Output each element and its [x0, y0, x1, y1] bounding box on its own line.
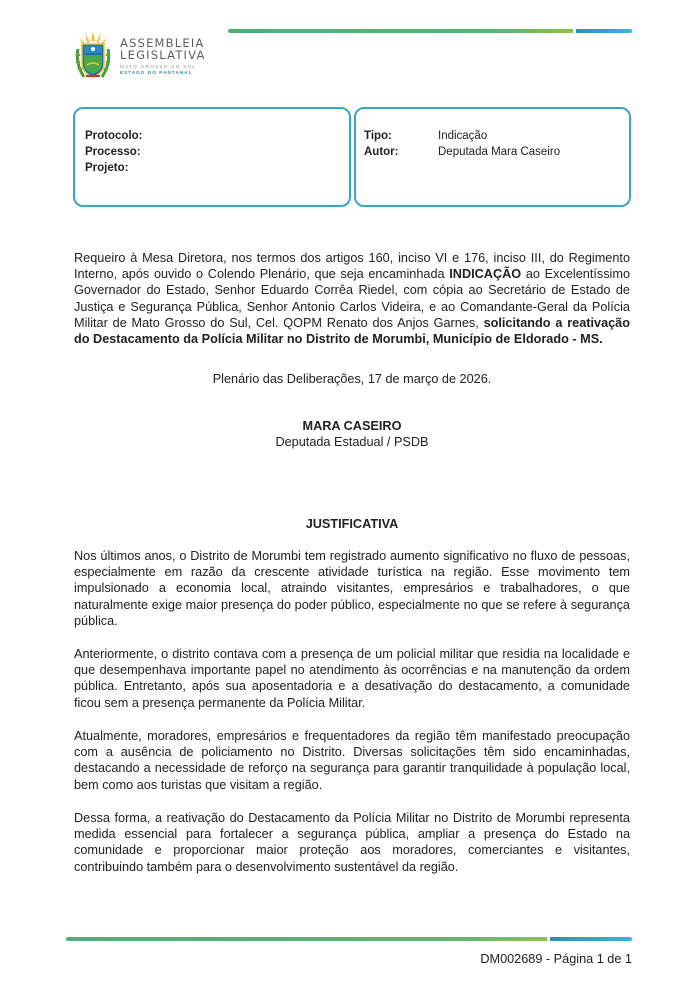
justification-paragraph: Dessa forma, a reativação do Destacamento da Polícia Militar no Distrito de Morumbi representa medida essencial para fortalecer a segurança pública, ampliar a presença do Estado na comunidade e proporcionar maior proteção aos moradores, comerciantes e visitantes, contribuindo também para o desenvolvimento sustentável da região. — [74, 811, 630, 874]
tipo-row — [364, 128, 560, 144]
signatory-name: MARA CASEIRO — [302, 419, 402, 433]
request-text-1: Requeiro à Mesa Diretora, nos termos dos artigos 160, inciso VI e 176, inciso III, do Regimento Interno, após ouvido o Colendo Plenário, que seja encaminhada — [74, 251, 630, 282]
state-crest-icon — [74, 31, 112, 81]
justification-paragraph: Anteriormente, o distrito contava com a presença de um policial militar que residia na localidade e que desempenhava importante papel no atendimento às ocorrências e na manutenção da ordem pública. Entretanto, após sua aposentadoria e a desativação do destacamento, a comunidade ficou sem a presença permanente da Polícia Militar. — [74, 647, 630, 710]
protocolo-label: Protocolo: — [85, 130, 143, 142]
justification-paragraph: Nos últimos anos, o Distrito de Morumbi tem registrado aumento significativo no fluxo de pessoas, especialmente em razão da crescente atividade turística na região. Esse movimento tem impulsionado a economia local, atraindo visitantes, empresários e trabalhadores, o que naturalmente exige maior presença do poder público, especialmente no que se refere à segurança pública. — [74, 549, 630, 628]
signatory-role: Deputada Estadual / PSDB — [275, 435, 429, 449]
request-paragraph — [74, 250, 630, 347]
justification-paragraph: Atualmente, moradores, empresários e frequentadores da região têm manifestado preocupação com a ausência de policiamento no Distrito. Diversas solicitações têm sido encaminhadas, destacando a necessidade de reforço na segurança para garantir tranquilidade à população local, bem como aos turistas que visitam a região. — [74, 729, 630, 792]
header-bar-blue — [576, 29, 632, 33]
type-author-fields — [364, 128, 560, 160]
request-bold-subject: solicitando a reativação do Destacamento da Polícia Militar no Distrito de Morumbi, Município de Eldorado - MS. — [74, 315, 630, 347]
processo-label: Processo: — [85, 146, 141, 158]
tipo-label: Tipo: — [364, 130, 392, 142]
projeto-label: Projeto: — [85, 162, 129, 174]
autor-row — [364, 144, 560, 160]
header-divider-bar — [228, 29, 632, 33]
page-footer: DM002689 - Página 1 de 1 — [480, 952, 632, 966]
header-bar-green — [228, 29, 573, 33]
logo-line-tagline: ESTADO DO PANTANAL — [120, 69, 193, 75]
footer-bar-green — [66, 937, 547, 941]
request-bold-indicacao: INDICAÇÃO — [449, 267, 522, 282]
logo-line-state: MATO GROSSO DO SUL — [120, 63, 197, 69]
footer-bar-blue — [550, 937, 632, 941]
autor-label: Autor: — [364, 146, 399, 158]
footer-divider-bar — [66, 937, 632, 941]
assembly-logo — [74, 30, 214, 82]
logo-line-legislativa: LEGISLATIVA — [120, 47, 206, 62]
autor-value: Deputada Mara Caseiro — [438, 146, 561, 158]
request-text-2: ao Excelentíssimo Governador do Estado, Senhor Eduardo Corrêa Riedel, com cópia ao Secretário de Estado de Justiça e Segurança Pública, Senhor Antonio Carlos Videira, e ao Comandante-Geral da Polícia Militar de Mato Grosso do Sul, Cel. QOPM Renato dos Anjos Garnes, — [74, 267, 631, 330]
logo-text — [120, 37, 206, 76]
protocol-fields — [85, 128, 143, 176]
date-line: Plenário das Deliberações, 17 de março de 2026. — [212, 372, 492, 386]
tipo-value: Indicação — [438, 130, 488, 142]
justification-heading: JUSTIFICATIVA — [305, 517, 399, 531]
logo-line-assembleia: ASSEMBLEIA — [120, 35, 205, 50]
type-author-info-box — [354, 107, 631, 207]
protocol-info-box — [73, 107, 351, 207]
